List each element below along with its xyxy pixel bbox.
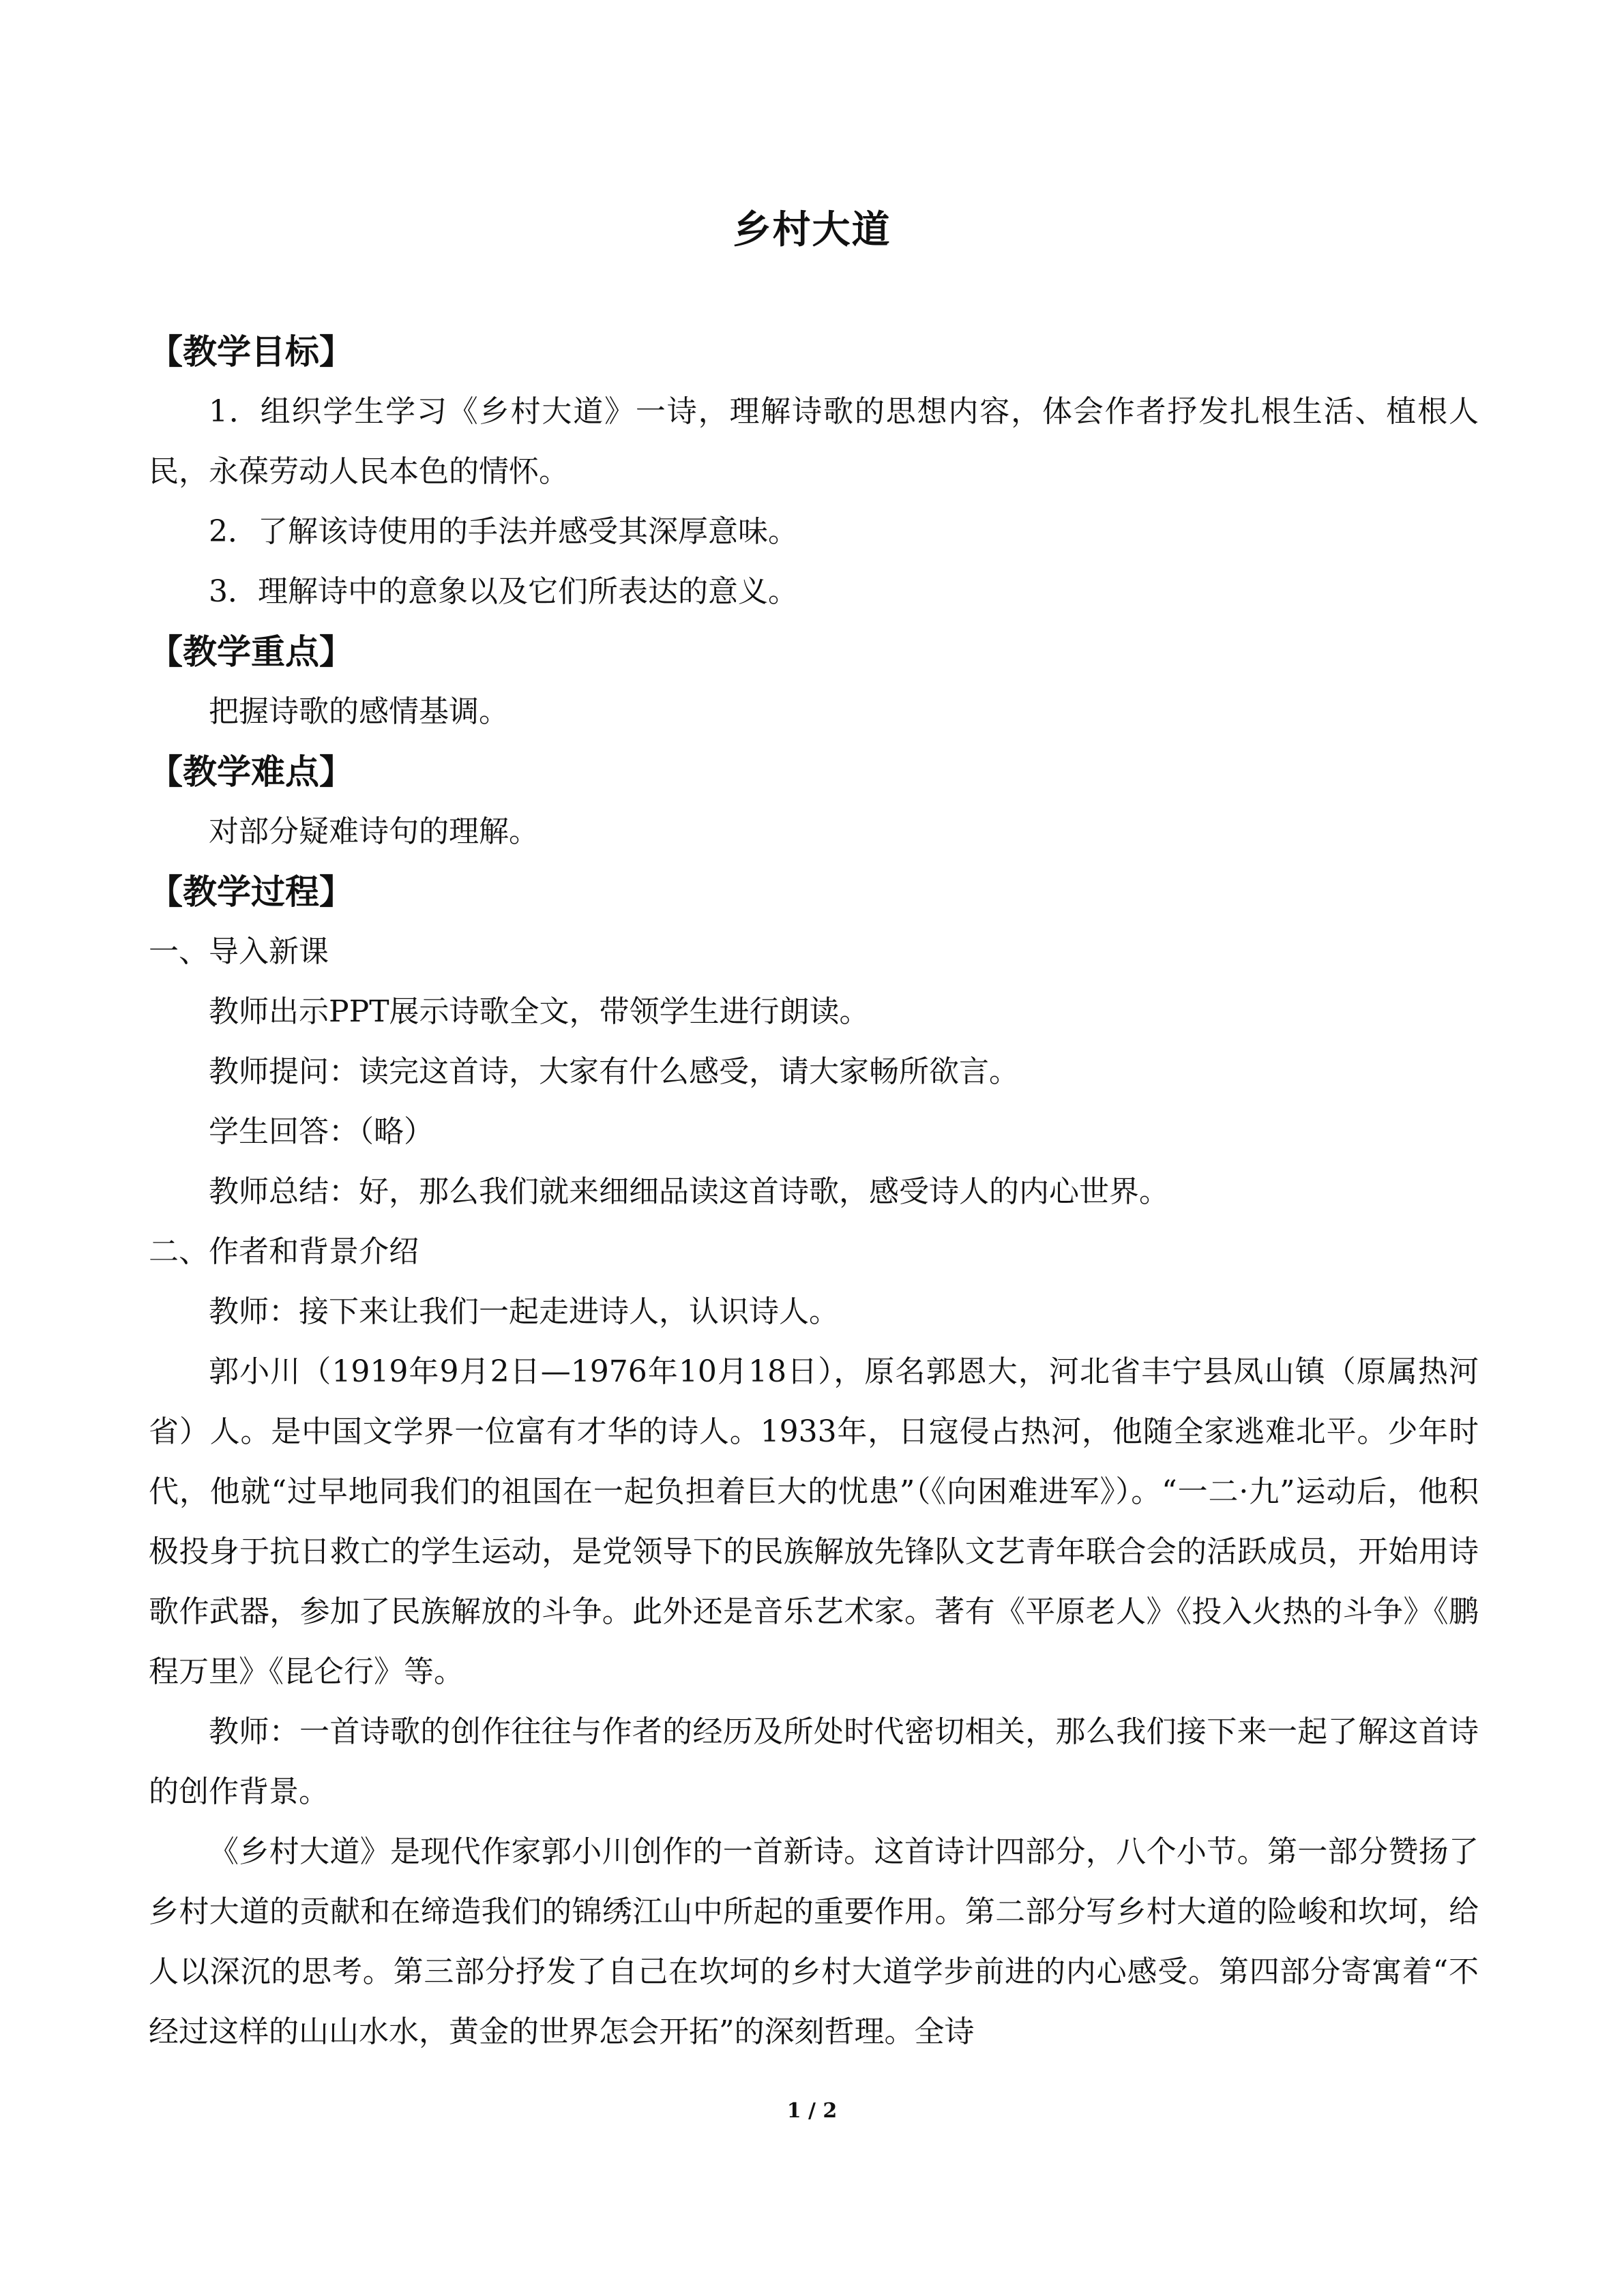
subsection-heading-intro: 一、导入新课 [149, 934, 329, 969]
paragraph: 教师：一首诗歌的创作往往与作者的经历及所处时代密切相关，那么我们接下来一起了解这首诗的创作背景。 [149, 1714, 1479, 1809]
section-heading-goals: 【教学目标】 [149, 332, 353, 372]
goal-item: 3．理解诗中的意象以及它们所表达的意义。 [209, 574, 798, 609]
section-heading-key-points: 【教学重点】 [149, 632, 353, 672]
paragraph: 郭小川（1919年9月2日—1976年10月18日），原名郭恩大，河北省丰宁县凤山镇（原属热河省）人。是中国文学界一位富有才华的诗人。1933年，日寇侵占热河，他随全家逃难北平。少年时代，他就“过早地同我们的祖国在一起负担着巨大的忧患”（《向困难进军》）。“一二·九”运动后，他积极投身于抗日救亡的学生运动，是党领导下的民族解放先锋队文艺青年联合会的活跃成员，开始用诗歌作武器，参加了民族解放的斗争。此外还是音乐艺术家。著有《平原老人》《投入火热的斗争》《鹏程万里》《昆仑行》等。 [149, 1354, 1479, 1689]
section-heading-difficulties: 【教学难点】 [149, 752, 353, 792]
goal-item: 1．组织学生学习《乡村大道》一诗，理解诗歌的思想内容，体会作者抒发扎根生活、植根人民，永葆劳动人民本色的情怀。 [149, 394, 1479, 489]
page-title: 乡村大道 [733, 208, 891, 252]
subsection-heading-author: 二、作者和背景介绍 [149, 1234, 419, 1269]
paragraph: 教师：接下来让我们一起走进诗人，认识诗人。 [209, 1294, 839, 1329]
section-heading-process: 【教学过程】 [149, 872, 353, 912]
paragraph: 教师出示PPT展示诗歌全文，带领学生进行朗读。 [209, 994, 870, 1029]
difficulties-text: 对部分疑难诗句的理解。 [209, 814, 539, 849]
document-body [149, 322, 1479, 2062]
paragraph: 《乡村大道》是现代作家郭小川创作的一首新诗。这首诗计四部分，八个小节。第一部分赞扬了乡村大道的贡献和在缔造我们的锦绣江山中所起的重要作用。第二部分写乡村大道的险峻和坎坷，给人以深沉的思考。第三部分抒发了自己在坎坷的乡村大道学步前进的内心感受。第四部分寄寓着“不经过这样的山山水水，黄金的世界怎会开拓”的深刻哲理。全诗 [149, 1834, 1479, 2049]
paragraph: 学生回答：（略） [209, 1114, 434, 1149]
paragraph: 教师总结：好，那么我们就来细细品读这首诗歌，感受诗人的内心世界。 [209, 1174, 1169, 1209]
goal-item: 2．了解该诗使用的手法并感受其深厚意味。 [209, 514, 798, 549]
key-points-text: 把握诗歌的感情基调。 [209, 694, 509, 729]
paragraph: 教师提问：读完这首诗，大家有什么感受，请大家畅所欲言。 [209, 1054, 1019, 1089]
page-number: 1 / 2 [786, 2099, 838, 2123]
